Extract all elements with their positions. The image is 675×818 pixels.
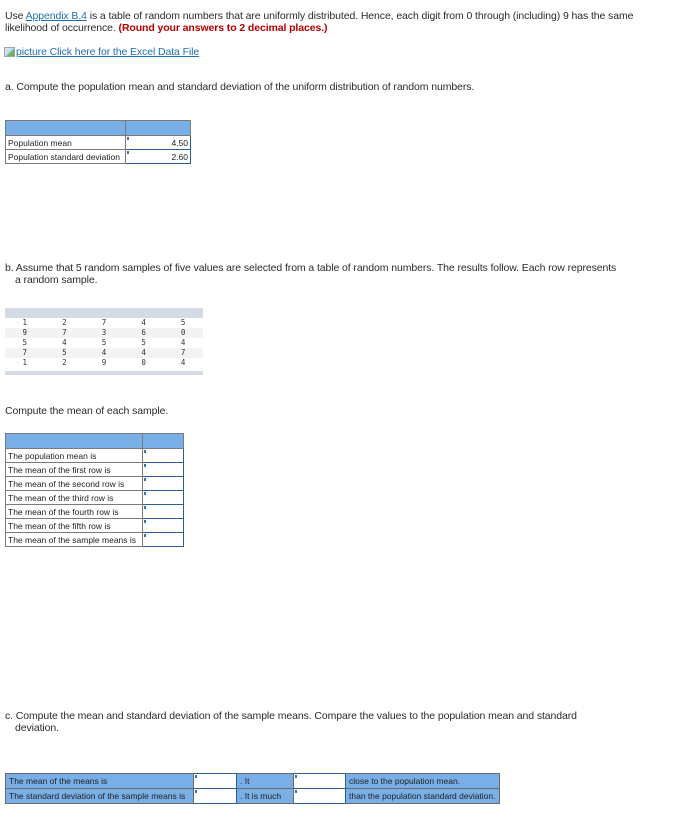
sample-row-5: 1 2 9 0 4: [22, 358, 186, 367]
population-mean-is-label: The population mean is: [6, 449, 143, 463]
table-row: [6, 789, 500, 804]
part-c-question: c. Compute the mean and standard deviation of the sample means. Compare the values to the population mean and standard deviation.: [5, 710, 577, 734]
mean-of-means-input[interactable]: [194, 774, 237, 789]
part-c-table: [5, 773, 500, 804]
table-footer-band: [5, 371, 203, 375]
sample-row-4: 7 5 4 4 7: [5, 348, 203, 358]
part-a-table: [5, 120, 191, 164]
part-a-question: a. Compute the population mean and standard deviation of the uniform distribution of random numbers.: [5, 81, 475, 93]
population-mean-is-input[interactable]: [143, 449, 184, 463]
table-row: [6, 136, 191, 150]
first-row-mean-label: The mean of the first row is: [6, 463, 143, 477]
sd-of-sample-means-input[interactable]: [194, 789, 237, 804]
table-header-row: [6, 434, 184, 449]
sd-comparison-select[interactable]: [294, 789, 346, 804]
table-row: [6, 150, 191, 164]
second-row-mean-input[interactable]: [143, 477, 184, 491]
sd-of-sample-means-label: The standard deviation of the sample means is: [6, 789, 194, 804]
fifth-row-mean-label: The mean of the fifth row is: [6, 519, 143, 533]
mean-connector-text: . It: [237, 774, 294, 789]
excel-data-link[interactable]: picture Click here for the Excel Data File: [4, 46, 199, 58]
mean-of-sample-means-input[interactable]: [143, 533, 184, 547]
sd-connector-text: . It is much: [237, 789, 294, 804]
fourth-row-mean-input[interactable]: [143, 505, 184, 519]
population-mean-input[interactable]: 4.50: [126, 136, 191, 150]
fifth-row-mean-input[interactable]: [143, 519, 184, 533]
population-sd-label: Population standard deviation: [6, 150, 126, 164]
table-row: [6, 449, 184, 463]
first-row-mean-input[interactable]: [143, 463, 184, 477]
fourth-row-mean-label: The mean of the fourth row is: [6, 505, 143, 519]
mean-comparison-tail: close to the population mean.: [346, 774, 500, 789]
mean-of-sample-means-label: The mean of the sample means is: [6, 533, 143, 547]
second-row-mean-label: The mean of the second row is: [6, 477, 143, 491]
intro-paragraph: Use Appendix B.4 is a table of random numbers that are uniformly distributed. Hence, each digit from 0 through (including) 9 has the same likelihood of occurrence. (Round your answers to 2 decimal places.): [5, 10, 634, 34]
sample-row-3: 5 4 5 5 4: [22, 338, 186, 347]
table-row: [6, 463, 184, 477]
compute-mean-prompt: Compute the mean of each sample.: [5, 405, 169, 417]
mean-comparison-select[interactable]: [294, 774, 346, 789]
mean-of-means-label: The mean of the means is: [6, 774, 194, 789]
population-mean-label: Population mean: [6, 136, 126, 150]
population-sd-input[interactable]: 2.60: [126, 150, 191, 164]
table-row: [6, 519, 184, 533]
sd-comparison-tail: than the population standard deviation.: [346, 789, 500, 804]
third-row-mean-input[interactable]: [143, 491, 184, 505]
table-row: [6, 533, 184, 547]
appendix-link[interactable]: Appendix B.4: [25, 10, 87, 22]
table-row: [6, 505, 184, 519]
sample-row-1: 1 2 7 4 5: [22, 318, 186, 327]
rounding-instruction: (Round your answers to 2 decimal places.): [118, 22, 328, 34]
table-row: [6, 774, 500, 789]
sample-row-2: 9 7 3 6 0: [5, 328, 203, 338]
table-row: [6, 477, 184, 491]
part-b-table: [5, 433, 184, 547]
table-row: [6, 491, 184, 505]
table-header-row: [6, 121, 191, 136]
table-header-band: [5, 308, 203, 318]
part-b-question: b. Assume that 5 random samples of five values are selected from a table of random numbers. The results follow. Each row represents a random sample.: [5, 262, 617, 286]
broken-image-icon: [4, 46, 15, 56]
random-samples-table: [5, 308, 203, 375]
third-row-mean-label: The mean of the third row is: [6, 491, 143, 505]
